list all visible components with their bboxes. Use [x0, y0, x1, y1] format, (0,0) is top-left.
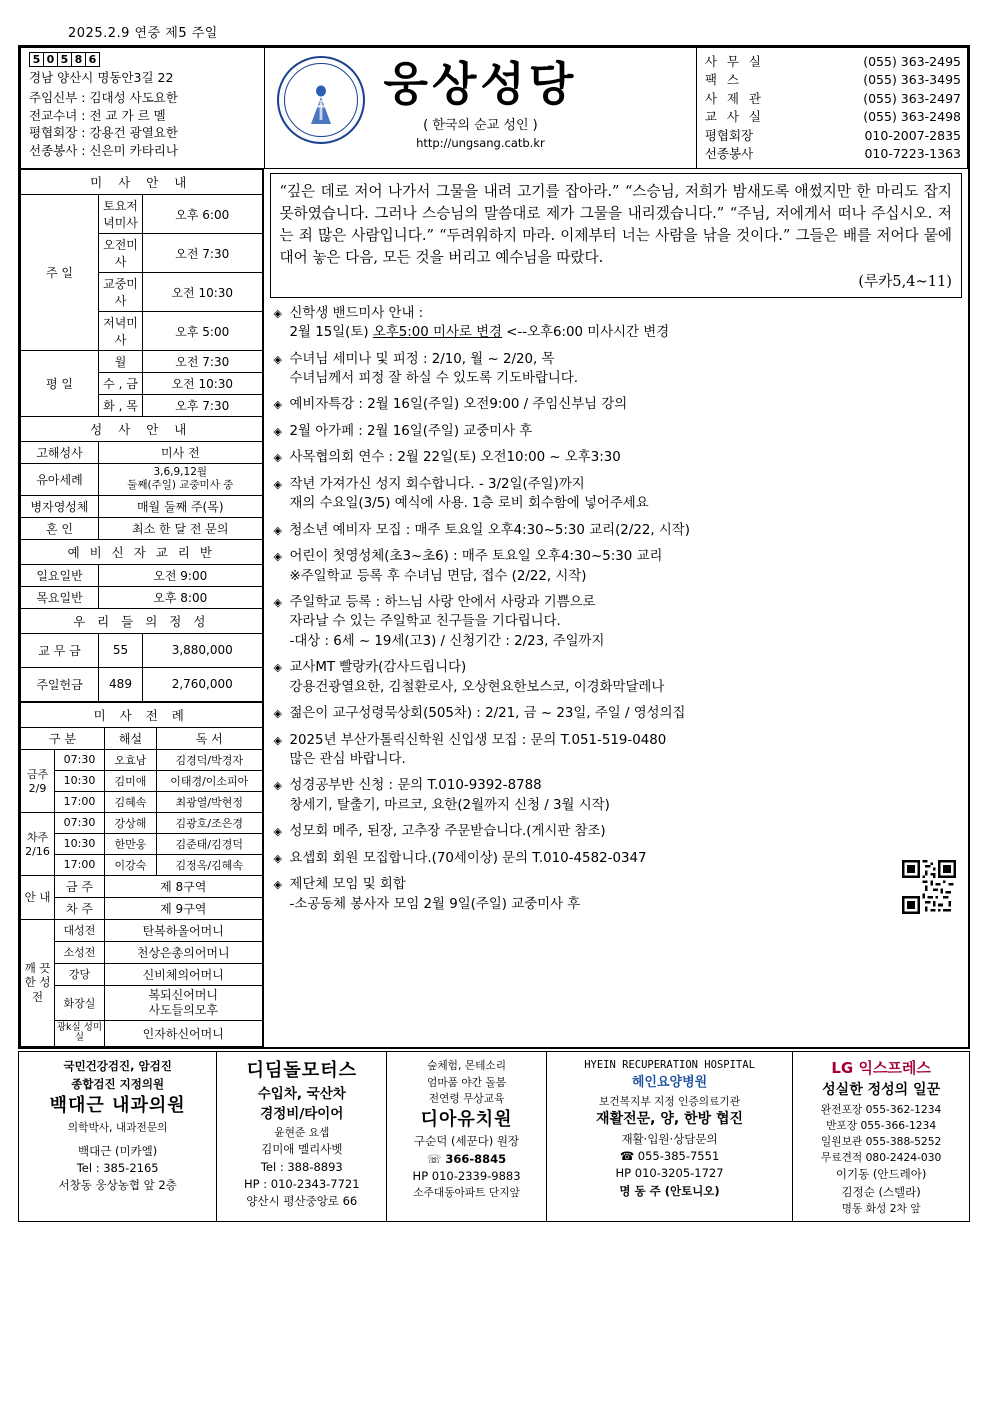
contact-row — [705, 53, 961, 71]
zip-digit: 0 — [43, 52, 58, 67]
ad-line: 디딤돌모터스 — [246, 1060, 357, 1082]
ad-line: 종합검진 지정의원 — [71, 1076, 165, 1091]
bulletin-outer-frame — [18, 45, 970, 1049]
mass-name: 수 , 금 — [99, 373, 143, 395]
liturgy-time: 10:30 — [55, 770, 105, 791]
mass-section-title: 미 사 안 내 — [21, 170, 263, 195]
liturgy-reader: 김준태/김경덕 — [157, 833, 263, 854]
mass-name: 교중미사 — [99, 273, 143, 312]
notice-item — [274, 395, 961, 414]
contact-row — [705, 108, 961, 126]
gospel-reference: (루카5,4~11) — [858, 272, 952, 290]
ad-line: 전연령 무상교육 — [428, 1091, 505, 1105]
guide-value: 제 8구역 — [105, 875, 263, 897]
sacrament-value: 매월 둘째 주(목) — [99, 495, 263, 517]
mass-group-sunday: 주 일 — [21, 195, 99, 351]
notice-item — [274, 448, 961, 467]
liturgy-commentator: 김혜속 — [105, 791, 157, 812]
ad-line: 명 동 주 (안토니오) — [619, 1183, 720, 1198]
parish-council-head: 평협회장 : 강용건 광열요한 — [29, 125, 178, 141]
notice-item — [274, 593, 961, 651]
church-url[interactable]: http://ungsang.catb.kr — [416, 136, 545, 151]
parish-funeral-volunteer: 선종봉사 : 신은미 카타리나 — [29, 143, 178, 158]
ad-cell — [19, 1052, 217, 1222]
contact-row — [705, 90, 961, 108]
ad-line: 재활전문, 양, 한방 협진 — [596, 1110, 744, 1127]
liturgy-table — [20, 702, 263, 1048]
ad-line: 소주대동아파트 단지앞 — [413, 1186, 520, 1200]
contact-value: (055) 363-2495 — [863, 54, 961, 69]
ad-cell — [793, 1052, 970, 1222]
notice-text: 성경공부반 신청 : 문의 T.010-9392-8788 창세기, 탈출기, 마르코, 요한(2월까지 신청 / 3월 시작) — [289, 778, 610, 813]
parish-pastor: 주임신부 : 김대성 사도요한 — [29, 89, 178, 105]
header-parish-info — [21, 48, 265, 169]
notice-text: 주일학교 등록 : 하느님 사랑 안에서 사랑과 기쁨으로 자라날 수 있는 주일학교 친구들을 기다립니다. -대상 : 6세 ~ 19세(고3) / 신청기간 : 2/23, 주일까지 — [289, 594, 605, 649]
contact-value: 010-2007-2835 — [864, 127, 961, 143]
catechumen-section-title: 예 비 신 자 교 리 반 — [21, 539, 263, 564]
qr-code-icon[interactable] — [902, 860, 956, 914]
notice-text: 교사MT 빨랑카(감사드립니다) 강용건광열요한, 김철환로사, 오상현요한보스코, 이경화막달레나 — [289, 660, 665, 695]
zip-digit: 8 — [71, 52, 86, 67]
mass-time: 오전 7:30 — [143, 351, 263, 373]
liturgy-commentator: 이강숙 — [105, 854, 157, 875]
ad-line: 보건복지부 지정 인증의료기관 — [599, 1094, 741, 1108]
offering-name: 교 무 금 — [21, 633, 99, 667]
ad-line: 구순덕 (세꾼다) 원장 — [413, 1134, 520, 1149]
mass-group-weekday: 평 일 — [21, 351, 99, 417]
diamond-bullet-icon: ◈ — [273, 878, 282, 892]
ad-line: LG 익스프레스 — [831, 1059, 931, 1078]
sponsor-ads — [18, 1051, 970, 1222]
ad-line: 완전포장 055-362-1234 — [820, 1102, 942, 1116]
catechumen-value: 오전 9:00 — [99, 564, 263, 586]
liturgy-reader: 김광호/조은경 — [157, 812, 263, 833]
clean-value: 탄복하올어머니 — [105, 919, 263, 941]
notice-text: 성모회 메주, 된장, 고추장 주문받습니다.(게시판 참조) — [289, 824, 606, 840]
liturgy-commentator: 한만웅 — [105, 833, 157, 854]
sacrament-section-title: 성 사 안 내 — [21, 417, 263, 442]
contact-value: (055) 363-3495 — [863, 72, 961, 88]
zip-code — [29, 52, 258, 67]
notice-text: 젊은이 교구성령묵상회(505차) : 2/21, 금 ~ 23일, 주일 / 영성의집 — [289, 706, 686, 722]
dateline: 2025.2.9 연중 제5 주일 — [68, 26, 218, 41]
mass-time: 오후 7:30 — [143, 395, 263, 417]
notice-item — [274, 350, 961, 389]
notice-item — [274, 304, 961, 343]
clean-label: 깨 끗 한 성 전 — [21, 919, 55, 1047]
left-column — [20, 169, 263, 1047]
ad-line: 윤현준 요셉 — [274, 1126, 330, 1140]
diamond-bullet-icon: ◈ — [273, 398, 282, 412]
diamond-bullet-icon: ◈ — [273, 451, 282, 465]
mass-name: 월 — [99, 351, 143, 373]
offering-amount: 3,880,000 — [143, 633, 263, 667]
ad-line: HP : 010-2343-7721 — [244, 1177, 360, 1192]
notice-text: 예비자특강 : 2월 16일(주일) 오전9:00 / 주임신부님 강의 — [289, 397, 628, 413]
liturgy-group-label: 금주 2/9 — [21, 749, 55, 812]
mass-time: 오전 7:30 — [143, 234, 263, 273]
ad-line: 재활·입원·상담문의 — [621, 1131, 718, 1146]
offering-amount: 2,760,000 — [143, 667, 263, 701]
ad-line: HP 010-2339-9883 — [412, 1169, 521, 1184]
ad-line: 일원보관 055-388-5252 — [820, 1134, 942, 1148]
body — [20, 169, 968, 1047]
diamond-bullet-icon: ◈ — [273, 825, 282, 839]
notice-item — [274, 731, 961, 770]
mass-name: 토요저녁미사 — [99, 195, 143, 234]
offering-count: 489 — [99, 667, 143, 701]
diamond-bullet-icon: ◈ — [273, 523, 282, 537]
mass-time: 오후 6:00 — [143, 195, 263, 234]
catechumen-name: 일요일반 — [21, 564, 99, 586]
liturgy-head-commentator: 해설 — [105, 727, 157, 749]
guide-label: 안 내 — [21, 875, 55, 919]
ad-line: ☏ 366-8845 — [426, 1151, 507, 1166]
ad-line: 경정비/타이어 — [260, 1106, 344, 1123]
liturgy-head-reader: 독 서 — [157, 727, 263, 749]
diamond-bullet-icon: ◈ — [273, 352, 282, 366]
diamond-bullet-icon: ◈ — [273, 779, 282, 793]
church-subtitle: ( 한국의 순교 성인 ) — [423, 118, 538, 134]
notice-item — [274, 475, 961, 514]
contact-label: 평협회장 — [704, 127, 754, 143]
clean-value: 복되신어머니 사도들의모후 — [105, 985, 263, 1020]
notice-item — [274, 658, 961, 697]
notice-text: 요셉회 회원 모집합니다.(70세이상) 문의 T.010-4582-0347 — [289, 850, 647, 866]
ad-cell — [546, 1052, 792, 1222]
right-column — [263, 169, 968, 1047]
diamond-bullet-icon: ◈ — [273, 661, 282, 675]
liturgy-reader: 김정옥/김혜속 — [157, 854, 263, 875]
header-contacts — [696, 48, 967, 169]
ad-line: 디아유치원 — [420, 1108, 513, 1130]
gospel-text: “깊은 데로 저어 나가서 그물을 내려 고기를 잡아라.” “스승님, 저희가 밤새도록 애썼지만 한 마리도 잡지 못하였습니다. 그러나 스승님의 말씀대로 제가 그물을 내리겠습니다.” “주님, 저에게서 떠나 주십시오. 저는 죄 많은 사람입니다.” “두려워하지 마라. 이제부터 너는 사람을 낚을 것이다.” 그들은 배를 저어다 뭍에 대어 놓은 다음, 모든 것을 버리고 예수님을 따랐다. — [279, 183, 952, 266]
clean-name: 광k실 성미실 — [55, 1020, 105, 1047]
liturgy-time: 10:30 — [55, 833, 105, 854]
liturgy-commentator: 김미애 — [105, 770, 157, 791]
ad-line: 김미애 멜리사벳 — [261, 1142, 343, 1157]
liturgy-reader: 김경덕/박경자 — [157, 749, 263, 770]
header-title-block — [265, 48, 697, 169]
notice-item — [274, 521, 961, 540]
contact-label: 사 제 관 — [704, 90, 765, 106]
ad-line: 무료견적 080-2424-030 — [820, 1151, 942, 1165]
sacrament-name: 혼 인 — [21, 517, 99, 539]
page-title: 웅상성당 — [383, 57, 578, 111]
contact-label: 교 사 실 — [704, 109, 765, 125]
liturgy-time: 17:00 — [55, 854, 105, 875]
notice-text: 신학생 밴드미사 안내 : 2월 15일(토) 오후5:00 미사로 변경 <--오후6:00 미사시간 변경 — [289, 305, 670, 341]
sacrament-name: 유아세례 — [21, 464, 99, 495]
clean-value: 천상은총의어머니 — [105, 941, 263, 963]
zip-digit: 5 — [57, 52, 72, 67]
notice-item — [274, 422, 961, 441]
catechumen-value: 오후 8:00 — [99, 586, 263, 608]
contact-row — [705, 145, 961, 163]
gospel-quote — [270, 173, 963, 297]
contact-row — [705, 71, 961, 89]
diamond-bullet-icon: ◈ — [273, 477, 282, 491]
notice-text: 어린이 첫영성체(초3~초6) : 매주 토요일 오후4:30~5:30 교리 ※주일학교 등록 후 수녀님 면담, 접수 (2/22, 시작) — [289, 549, 663, 584]
clean-name: 소성전 — [55, 941, 105, 963]
clean-name: 대성전 — [55, 919, 105, 941]
ad-line: 엄마품 야간 돌봄 — [427, 1075, 507, 1089]
guide-name: 금 주 — [55, 875, 105, 897]
parish-sister: 전교수녀 : 전 교 가 르 멜 — [29, 107, 166, 123]
sacrament-name: 병자영성체 — [21, 495, 99, 517]
sacrament-value: 최소 한 달 전 문의 — [99, 517, 263, 539]
liturgy-time: 17:00 — [55, 791, 105, 812]
ad-line: 반포장 055-366-1234 — [826, 1118, 937, 1132]
contact-label: 사 무 실 — [704, 54, 765, 69]
contact-row — [705, 127, 961, 145]
clean-value: 신비체의어머니 — [105, 963, 263, 985]
offering-section-title: 우 리 들 의 정 성 — [21, 608, 263, 633]
notice-text: 2월 아가페 : 2월 16일(주일) 교중미사 후 — [289, 423, 533, 439]
notice-item — [274, 776, 961, 815]
mass-time: 오후 5:00 — [143, 312, 263, 351]
liturgy-reader: 이태경/이소피아 — [157, 770, 263, 791]
diamond-bullet-icon: ◈ — [273, 550, 282, 564]
ad-cell — [217, 1052, 387, 1222]
parish-logo-icon — [277, 56, 365, 144]
guide-value: 제 9구역 — [105, 897, 263, 919]
clean-name: 화장실 — [55, 985, 105, 1020]
ad-line: 백대근 (미카엘) — [78, 1143, 158, 1158]
ad-line: ☎ 055-385-7551 — [619, 1149, 720, 1164]
notice-item — [274, 704, 961, 723]
mass-time: 오전 10:30 — [143, 373, 263, 395]
notice-text: 2025년 부산가톨릭신학원 신입생 모집 : 문의 T.051-519-0480 많은 관심 바랍니다. — [289, 732, 667, 768]
ad-line: 서창동 웅상농협 앞 2층 — [58, 1178, 177, 1193]
diamond-bullet-icon: ◈ — [273, 306, 282, 320]
liturgy-time: 07:30 — [55, 812, 105, 833]
ad-line: 국민건강검진, 암검진 — [63, 1059, 172, 1074]
mass-time: 오전 10:30 — [143, 273, 263, 312]
ad-line: Tel : 385-2165 — [76, 1161, 159, 1176]
ad-line: 양산시 평산중앙로 66 — [246, 1194, 358, 1209]
liturgy-time: 07:30 — [55, 749, 105, 770]
contact-value: (055) 363-2498 — [863, 109, 961, 125]
notice-text: 청소년 예비자 모집 : 매주 토요일 오후4:30~5:30 교리(2/22, 시작) — [289, 522, 690, 538]
contact-label: 팩 스 — [704, 72, 742, 88]
catechumen-name: 목요일반 — [21, 586, 99, 608]
zip-digit: 5 — [29, 52, 44, 67]
notice-text: 제단체 모임 및 회합 -소공동체 봉사자 모임 2월 9일(주일) 교중미사 후 — [289, 877, 581, 912]
ad-line: HP 010-3205-1727 — [615, 1166, 724, 1181]
notice-text: 수녀님 세미나 및 피정 : 2/10, 월 ~ 2/20, 목 수녀님께서 피정 잘 하실 수 있도록 기도바랍니다. — [289, 351, 579, 387]
ad-line: 명동 화성 2차 앞 — [841, 1201, 921, 1215]
liturgy-commentator: 오효남 — [105, 749, 157, 770]
offering-count: 55 — [99, 633, 143, 667]
mass-name: 오전미사 — [99, 234, 143, 273]
ad-line: 숲체험, 몬테소리 — [427, 1059, 507, 1073]
ad-line: 김정순 (스텔라) — [841, 1184, 921, 1199]
liturgy-reader: 최광열/박현정 — [157, 791, 263, 812]
guide-name: 차 주 — [55, 897, 105, 919]
contact-value: 010-7223-1363 — [864, 145, 961, 161]
mass-name: 화 , 목 — [99, 395, 143, 417]
clean-name: 강당 — [55, 963, 105, 985]
contact-label: 선종봉사 — [704, 145, 754, 161]
ad-cell — [387, 1052, 547, 1222]
ad-line: 수입차, 국산차 — [257, 1085, 346, 1102]
ad-line: 이기동 (안드레아) — [835, 1167, 927, 1182]
diamond-bullet-icon: ◈ — [273, 851, 282, 865]
left-tables — [20, 169, 263, 701]
saints-figure-icon — [304, 84, 338, 126]
liturgy-commentator: 강상해 — [105, 812, 157, 833]
parish-address: 경남 양산시 명동안3길 22 — [29, 70, 174, 85]
diamond-bullet-icon: ◈ — [273, 424, 282, 438]
zip-digit: 6 — [85, 52, 100, 67]
diamond-bullet-icon: ◈ — [273, 707, 282, 721]
clean-value: 인자하신어머니 — [105, 1020, 263, 1047]
sacrament-value: 3,6,9,12월 둘째(주일) 교중미사 중 — [99, 464, 263, 495]
liturgy-head-division: 구 분 — [21, 727, 105, 749]
notice-item — [274, 849, 961, 868]
notice-item — [274, 822, 961, 841]
ad-line: HYEIN RECUPERATION HOSPITAL — [584, 1059, 755, 1072]
liturgy-section-title: 미 사 전 례 — [21, 702, 263, 727]
notice-text: 작년 가져가신 성지 회수합니다. - 3/2일(주일)까지 재의 수요일(3/5) 예식에 사용. 1층 로비 회수함에 넣어주세요 — [289, 476, 649, 512]
ad-line: Tel : 388-8893 — [260, 1159, 343, 1174]
sacrament-value: 미사 전 — [99, 442, 263, 464]
diamond-bullet-icon: ◈ — [273, 595, 282, 609]
ad-line: 백대근 내과의원 — [49, 1095, 186, 1116]
diamond-bullet-icon: ◈ — [273, 733, 282, 747]
notice-list — [264, 304, 969, 914]
offering-name: 주일헌금 — [21, 667, 99, 701]
header — [20, 47, 968, 169]
liturgy-group-label: 차주 2/16 — [21, 812, 55, 875]
notice-item — [274, 875, 961, 914]
ad-line — [22, 1136, 213, 1142]
ad-line: 의학박사, 내과전문의 — [67, 1120, 168, 1134]
ad-line: 성실한 정성의 일꾼 — [822, 1081, 941, 1098]
sacrament-name: 고해성사 — [21, 442, 99, 464]
notice-text: 사목협의회 연수 : 2월 22일(토) 오전10:00 ~ 오후3:30 — [289, 450, 621, 466]
mass-name: 저녁미사 — [99, 312, 143, 351]
contact-value: (055) 363-2497 — [863, 90, 961, 106]
ad-line: 헤인요양병원 — [631, 1075, 708, 1091]
notice-item — [274, 547, 961, 586]
